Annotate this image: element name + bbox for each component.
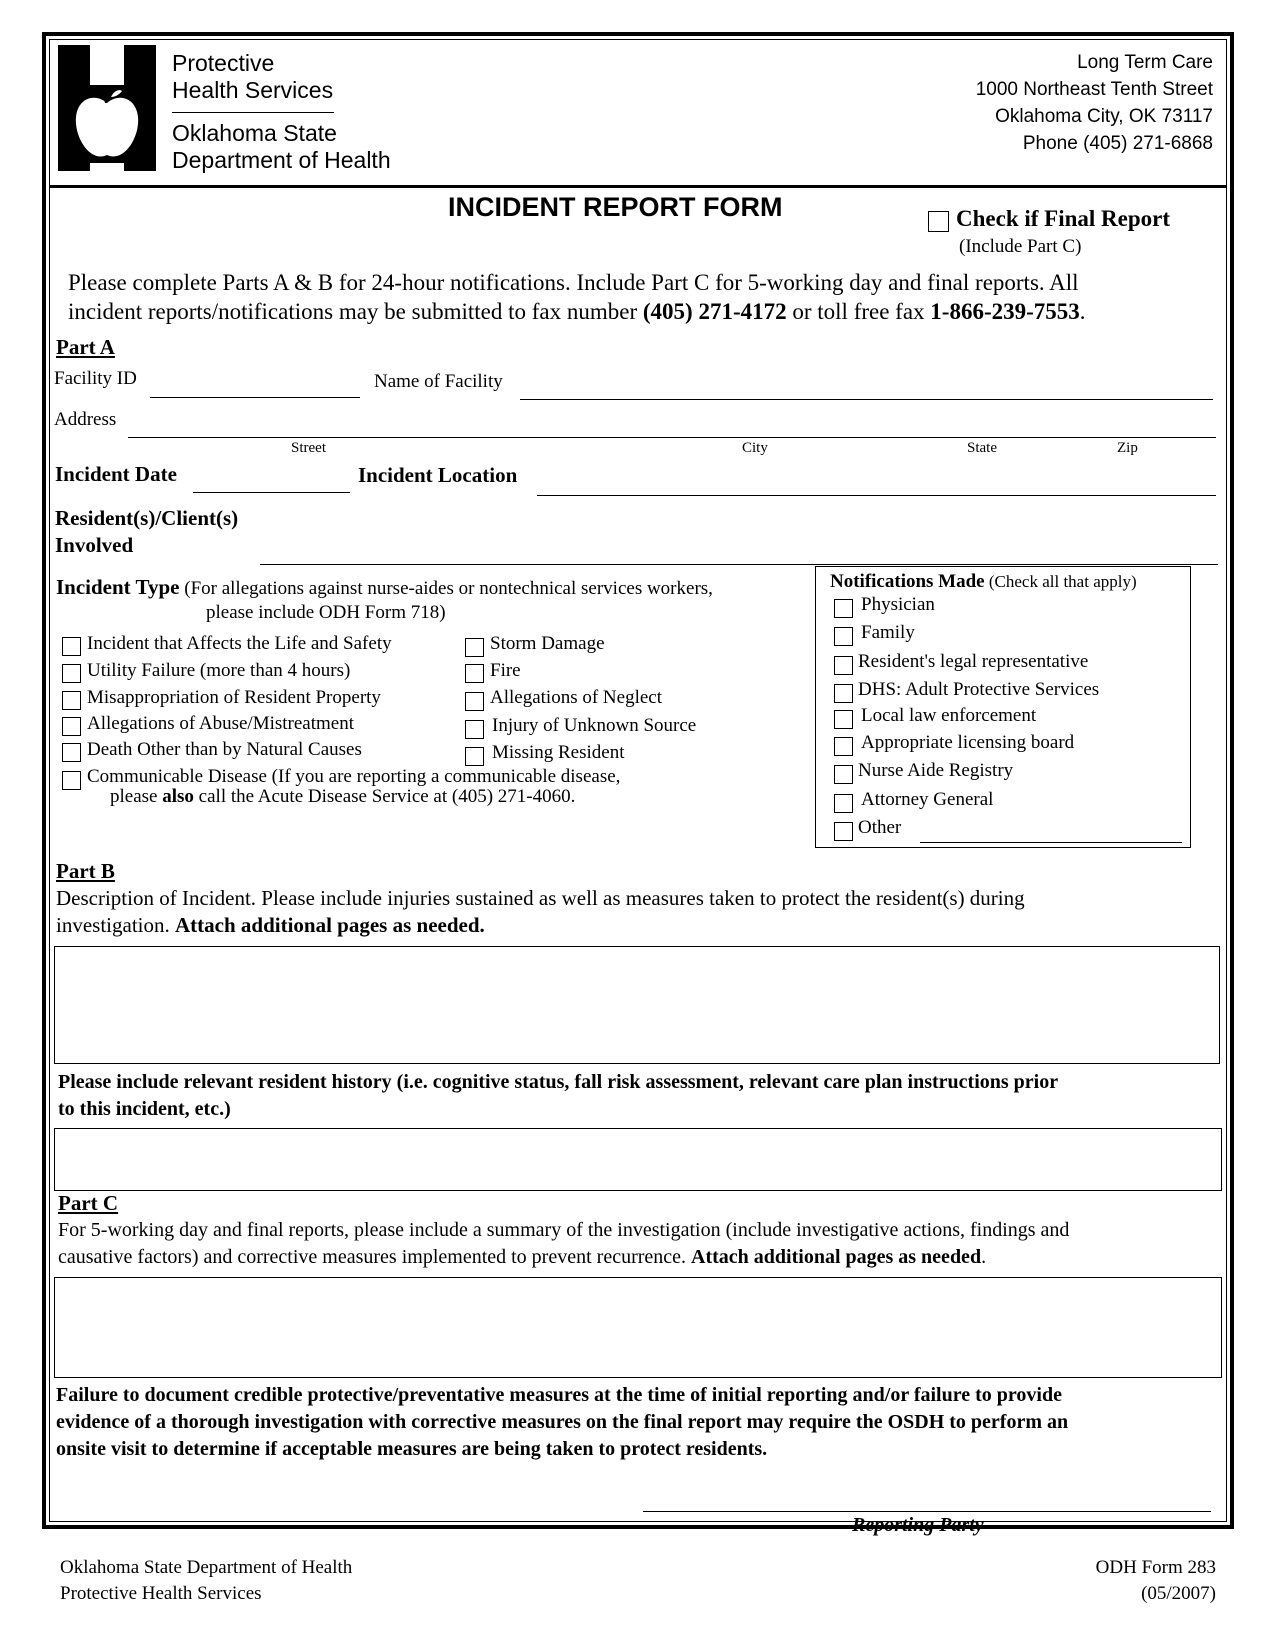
notify-family-label: Family [861, 622, 915, 643]
notify-other-label: Other [858, 817, 902, 838]
reporting-party-label: Reporting Party [852, 1514, 984, 1536]
type-communicable-label: Communicable Disease (If you are reporting a communicable disease, [87, 766, 621, 787]
notify-physician-label: Physician [861, 594, 935, 615]
type-abuse-checkbox[interactable] [62, 717, 81, 736]
incident-date-field[interactable] [193, 492, 350, 493]
history-line1: Please include relevant resident history (i.e. cognitive status, fall risk assessment, relevant care plan instructions prior [58, 1071, 1059, 1093]
notifications-title: Notifications Made [830, 571, 985, 592]
communicable-text-c: call the Acute Disease Service at (405) 271-4060. [193, 786, 576, 807]
part-b-attach-note: Attach additional pages as needed. [175, 913, 485, 937]
city-caption: City [742, 440, 768, 456]
address-field[interactable] [128, 437, 1216, 438]
type-storm-label: Storm Damage [490, 633, 605, 654]
notify-dhs-checkbox[interactable] [834, 684, 853, 703]
notify-attorney-general-checkbox[interactable] [834, 794, 853, 813]
type-death-checkbox[interactable] [62, 743, 81, 762]
incident-description-field[interactable] [54, 946, 1220, 1064]
incident-type-header [56, 575, 713, 600]
part-c-text-a: causative factors) and corrective measures implemented to prevent recurrence. [58, 1246, 692, 1268]
part-b-heading: Part B [56, 859, 115, 883]
notifications-note: (Check all that apply) [984, 572, 1137, 591]
notify-law-enforcement-checkbox[interactable] [834, 710, 853, 729]
notify-legal-rep-label: Resident's legal representative [858, 651, 1089, 672]
org-name-line2: Health Services [172, 77, 334, 103]
investigation-summary-field[interactable] [54, 1277, 1222, 1378]
incident-type-note-line2: please include ODH Form 718) [206, 602, 446, 623]
office-name: Long Term Care [1077, 52, 1213, 73]
tollfree-fax: 1-866-239-7553 [930, 299, 1080, 324]
type-storm-checkbox[interactable] [465, 638, 484, 657]
notify-physician-checkbox[interactable] [834, 599, 853, 618]
communicable-also: also [162, 786, 194, 807]
incident-type-label: Incident Type [56, 575, 180, 599]
final-report-checkbox[interactable] [928, 211, 949, 232]
incident-location-label: Incident Location [358, 463, 518, 487]
dept-name-line1: Oklahoma State [172, 120, 337, 146]
form-title: INCIDENT REPORT FORM [448, 192, 783, 222]
type-misappropriation-checkbox[interactable] [62, 691, 81, 710]
facility-id-label: Facility ID [54, 368, 137, 389]
logo-text-rule [172, 112, 334, 113]
warning-line2: evidence of a thorough investigation with corrective measures on the final report may require the OSDH to perform an [56, 1411, 1069, 1433]
part-a-heading: Part A [56, 335, 115, 359]
part-c-line2 [58, 1246, 986, 1269]
type-communicable-line2 [110, 786, 575, 808]
office-phone: Phone (405) 271-6868 [1022, 133, 1213, 154]
dept-name-line2: Department of Health [172, 147, 391, 173]
residents-label-line2: Involved [55, 533, 134, 557]
type-fire-label: Fire [490, 660, 521, 681]
notify-licensing-board-label: Appropriate licensing board [861, 732, 1075, 753]
part-c-line1: For 5-working day and final reports, please include a summary of the investigation (include investigative actions, findings and [58, 1219, 1070, 1241]
notify-nurse-aide-registry-label: Nurse Aide Registry [858, 760, 1014, 781]
notify-legal-rep-checkbox[interactable] [834, 656, 853, 675]
address-label: Address [54, 409, 117, 430]
type-neglect-label: Allegations of Neglect [490, 687, 663, 708]
part-b-desc-line1: Description of Incident. Please include injuries sustained as well as measures taken to protect the resident(s) during [56, 886, 1025, 910]
type-injury-unknown-checkbox[interactable] [465, 720, 484, 739]
warning-line3: onsite visit to determine if acceptable measures are being taken to protect residents. [56, 1438, 768, 1460]
communicable-text-a: please [110, 786, 163, 807]
fax-number: (405) 271-4172 [642, 299, 787, 324]
type-utility-failure-label: Utility Failure (more than 4 hours) [87, 660, 351, 681]
part-b-desc-line2 [56, 913, 485, 938]
notify-family-checkbox[interactable] [834, 627, 853, 646]
part-b-desc-text: investigation. [56, 913, 175, 937]
zip-caption: Zip [1117, 440, 1138, 456]
intro-line2-text-c: . [1079, 299, 1086, 324]
residents-field[interactable] [260, 564, 1218, 565]
type-abuse-label: Allegations of Abuse/Mistreatment [87, 713, 355, 734]
type-utility-failure-checkbox[interactable] [62, 664, 81, 683]
office-city: Oklahoma City, OK 73117 [995, 106, 1213, 127]
notifications-header [830, 571, 1137, 593]
footer-left-line1: Oklahoma State Department of Health [60, 1557, 353, 1578]
incident-location-field[interactable] [537, 495, 1216, 496]
org-name-line1: Protective [172, 50, 275, 76]
header-divider [49, 185, 1227, 188]
notify-attorney-general-label: Attorney General [861, 789, 994, 810]
type-misappropriation-label: Misappropriation of Resident Property [87, 687, 381, 708]
odh-logo [58, 45, 156, 171]
notify-licensing-board-checkbox[interactable] [834, 737, 853, 756]
type-fire-checkbox[interactable] [465, 664, 484, 683]
notify-nurse-aide-registry-checkbox[interactable] [834, 765, 853, 784]
footer-form-number: ODH Form 283 [1095, 1557, 1216, 1578]
intro-line2 [68, 299, 1086, 325]
part-c-heading: Part C [58, 1191, 119, 1215]
type-missing-resident-label: Missing Resident [492, 742, 625, 763]
type-communicable-checkbox[interactable] [62, 771, 81, 790]
incident-date-label: Incident Date [55, 462, 177, 486]
type-life-safety-label: Incident that Affects the Life and Safety [87, 633, 392, 654]
type-neglect-checkbox[interactable] [465, 692, 484, 711]
resident-history-field[interactable] [54, 1128, 1222, 1191]
notify-law-enforcement-label: Local law enforcement [861, 705, 1037, 726]
type-missing-resident-checkbox[interactable] [465, 747, 484, 766]
facility-name-field[interactable] [520, 399, 1213, 400]
warning-line1: Failure to document credible protective/preventative measures at the time of initial reporting and/or failure to provide [56, 1384, 1062, 1406]
facility-name-label: Name of Facility [374, 371, 503, 392]
state-caption: State [967, 440, 997, 456]
reporting-party-signature-field[interactable] [643, 1511, 1211, 1512]
intro-line1: Please complete Parts A & B for 24-hour notifications. Include Part C for 5-working day and final reports. All [68, 270, 1079, 295]
final-report-label: Check if Final Report [956, 206, 1171, 231]
facility-id-field[interactable] [150, 397, 360, 398]
incident-type-note-line1: (For allegations against nurse-aides or nontechnical services workers, [179, 578, 713, 599]
street-caption: Street [291, 440, 326, 456]
part-c-attach-note: Attach additional pages as needed [691, 1246, 982, 1268]
history-line2: to this incident, etc.) [58, 1098, 231, 1120]
notify-other-checkbox[interactable] [834, 822, 853, 841]
notify-other-field[interactable] [920, 842, 1182, 843]
type-injury-unknown-label: Injury of Unknown Source [492, 715, 697, 736]
office-street: 1000 Northeast Tenth Street [975, 79, 1213, 100]
residents-label-line1: Resident(s)/Client(s) [55, 506, 239, 530]
intro-line2-text-a: incident reports/notifications may be submitted to fax number [68, 299, 643, 324]
notify-dhs-label: DHS: Adult Protective Services [858, 679, 1100, 700]
footer-left-line2: Protective Health Services [60, 1583, 262, 1604]
final-report-note: (Include Part C) [959, 236, 1082, 257]
type-death-label: Death Other than by Natural Causes [87, 739, 362, 760]
part-c-text-c: . [981, 1246, 987, 1268]
intro-line2-text-b: or toll free fax [786, 299, 931, 324]
footer-form-date: (05/2007) [1141, 1583, 1216, 1604]
type-life-safety-checkbox[interactable] [62, 637, 81, 656]
